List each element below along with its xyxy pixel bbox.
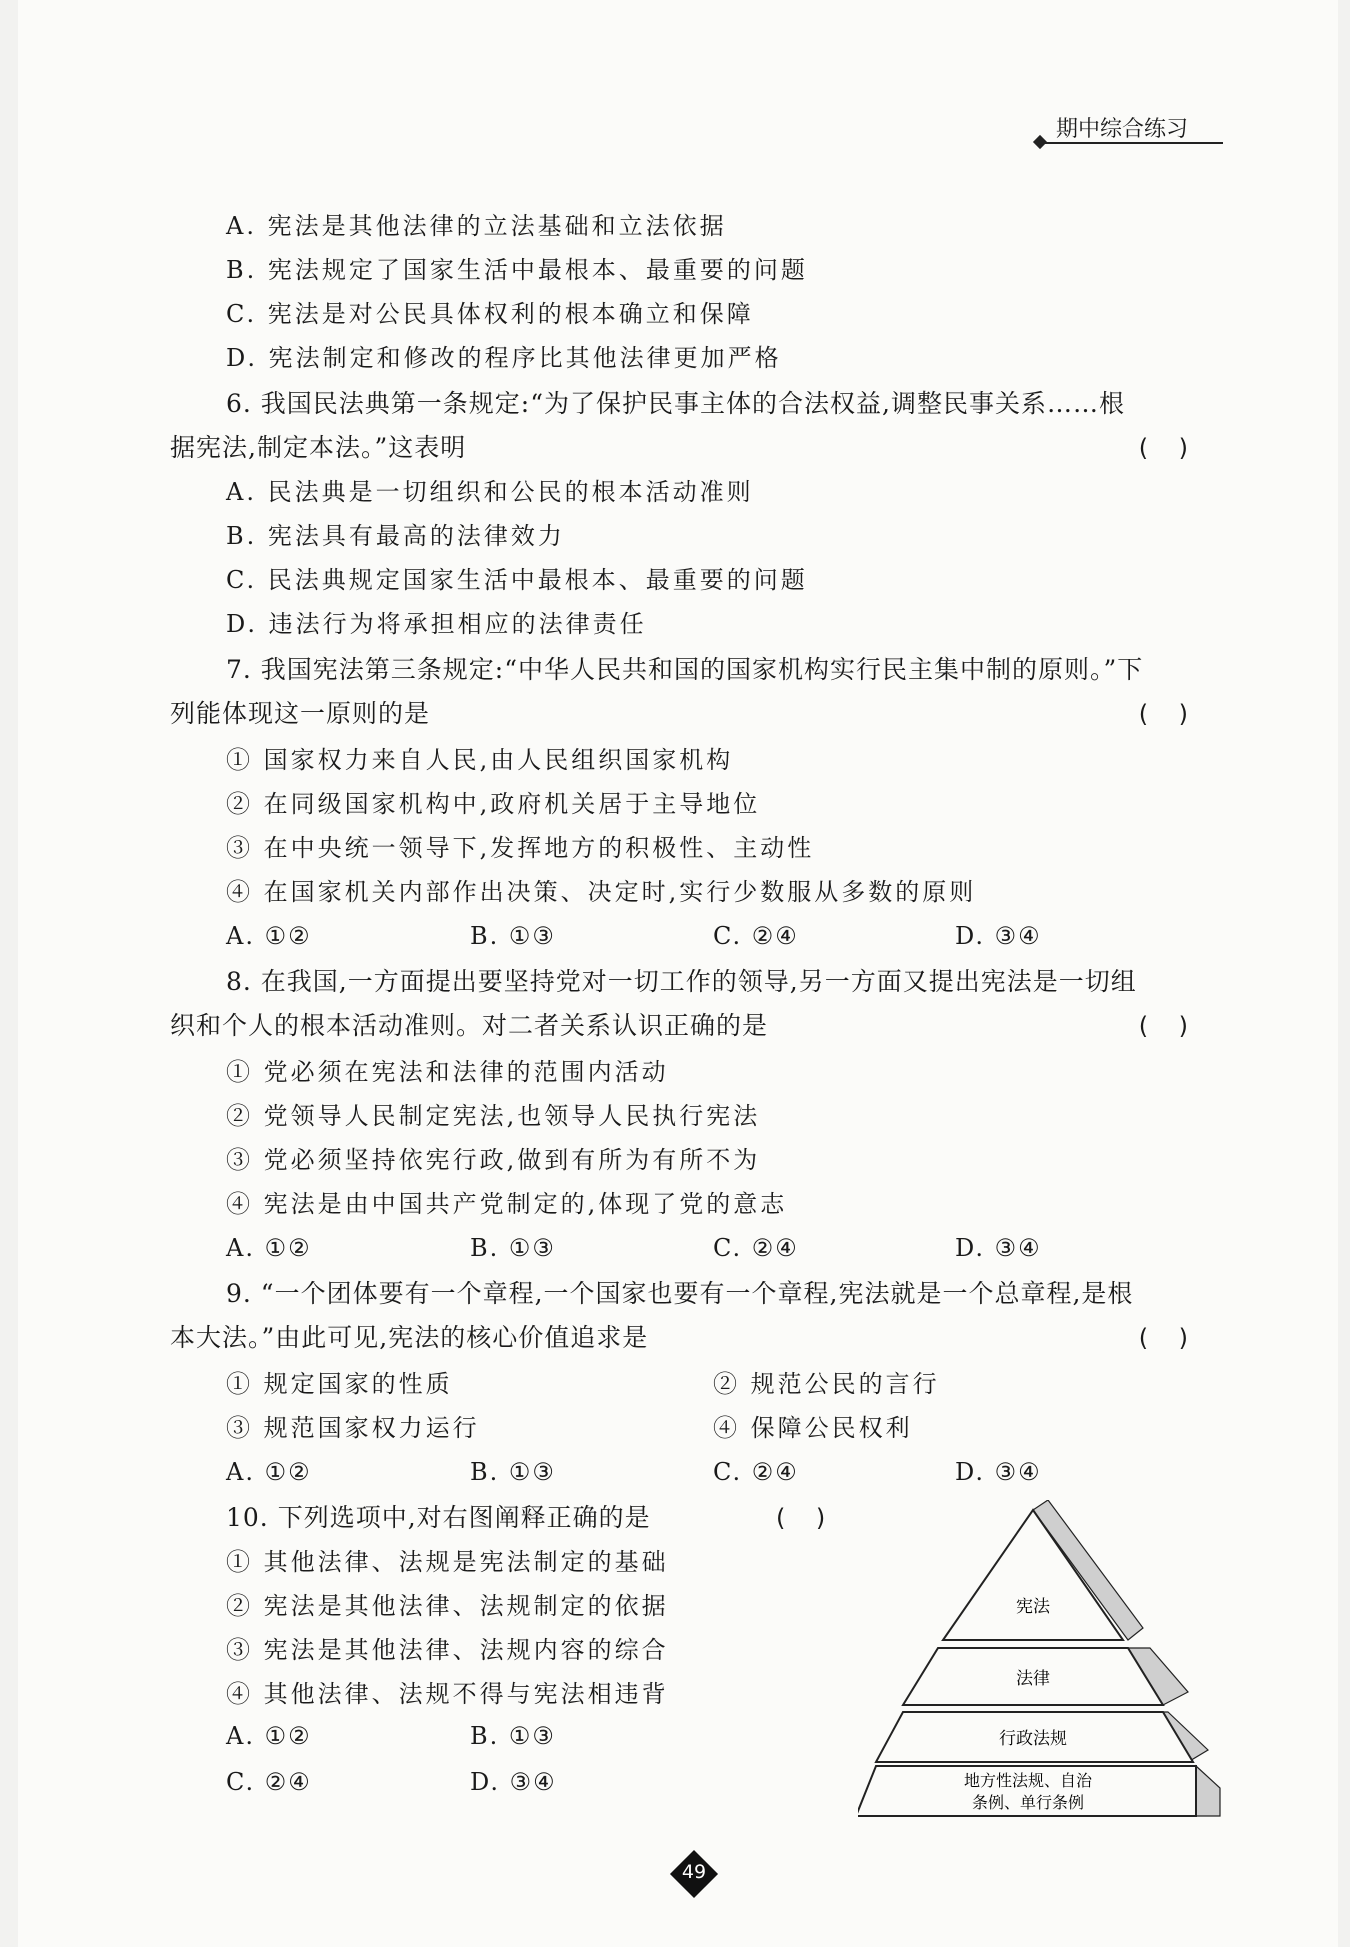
- q10-choice-b: B. ①③: [470, 1722, 556, 1750]
- q8-stem-line1: 8. 在我国,一方面提出要坚持党对一切工作的领导,另一方面又提出宪法是一切组: [226, 967, 1137, 996]
- q7-item-2: ② 在同级国家机构中,政府机关居于主导地位: [226, 790, 761, 818]
- q10-answer-blank: ( ): [776, 1504, 826, 1532]
- diamond-bullet-icon: [1033, 135, 1047, 149]
- pyramid-tier-4-side: [1196, 1766, 1220, 1816]
- page-number-badge: [670, 1850, 718, 1898]
- q5-option-b: B. 宪法规定了国家生活中最根本、最重要的问题: [226, 256, 808, 284]
- q7-choice-a: A. ①②: [226, 922, 312, 950]
- q7-item-3: ③ 在中央统一领导下,发挥地方的积极性、主动性: [226, 834, 815, 862]
- q8-answer-blank: ( ): [1138, 1012, 1188, 1040]
- q6-option-d: D. 违法行为将承担相应的法律责任: [226, 610, 647, 638]
- q9-choice-c: C. ②④: [713, 1458, 799, 1486]
- q7-item-1: ① 国家权力来自人民,由人民组织国家机构: [226, 746, 734, 774]
- q8-stem-line2: 织和个人的根本活动准则。对二者关系认识正确的是: [170, 1011, 769, 1040]
- q10-item-2: ② 宪法是其他法律、法规制定的依据: [226, 1592, 669, 1620]
- q10-choice-d: D. ③④: [470, 1768, 557, 1796]
- q6-option-b: B. 宪法具有最高的法律效力: [226, 522, 565, 550]
- q8-item-2: ② 党领导人民制定宪法,也领导人民执行宪法: [226, 1102, 761, 1130]
- q10-item-3: ③ 宪法是其他法律、法规内容的综合: [226, 1636, 669, 1664]
- q7-choice-c: C. ②④: [713, 922, 799, 950]
- q8-item-4: ④ 宪法是由中国共产党制定的,体现了党的意志: [226, 1190, 788, 1218]
- section-title: 期中综合练习: [1055, 117, 1188, 142]
- q8-choice-d: D. ③④: [955, 1234, 1042, 1262]
- q8-choice-c: C. ②④: [713, 1234, 799, 1262]
- q9-item-3: ③ 规范国家权力运行: [226, 1414, 480, 1442]
- q9-item-1: ① 规定国家的性质: [226, 1370, 453, 1398]
- q7-choice-b: B. ①③: [470, 922, 556, 950]
- q9-item-2: ② 规范公民的言行: [713, 1370, 940, 1398]
- q9-choice-b: B. ①③: [470, 1458, 556, 1486]
- q10-choice-a: A. ①②: [226, 1722, 312, 1750]
- pyramid-label-admin-regulations: 行政法规: [999, 1729, 1067, 1749]
- q8-choice-a: A. ①②: [226, 1234, 312, 1262]
- pyramid-label-constitution: 宪法: [1016, 1597, 1050, 1617]
- q9-stem-line2: 本大法。”由此可见,宪法的核心价值追求是: [170, 1323, 649, 1352]
- q9-answer-blank: ( ): [1138, 1324, 1188, 1352]
- q10-item-4: ④ 其他法律、法规不得与宪法相违背: [226, 1680, 669, 1708]
- q6-option-c: C. 民法典规定国家生活中最根本、最重要的问题: [226, 566, 808, 594]
- q10-item-1: ① 其他法律、法规是宪法制定的基础: [226, 1548, 669, 1576]
- q9-choice-a: A. ①②: [226, 1458, 312, 1486]
- worksheet-page: [18, 0, 1338, 1947]
- pyramid-label-law: 法律: [1016, 1669, 1050, 1689]
- q6-answer-blank: ( ): [1138, 434, 1188, 462]
- q8-item-1: ① 党必须在宪法和法律的范围内活动: [226, 1058, 669, 1086]
- q9-choice-d: D. ③④: [955, 1458, 1042, 1486]
- q7-choice-d: D. ③④: [955, 922, 1042, 950]
- q7-answer-blank: ( ): [1138, 700, 1188, 728]
- q9-stem-line1: 9. “一个团体要有一个章程,一个国家也要有一个章程,宪法就是一个总章程,是根: [226, 1279, 1134, 1308]
- q8-item-3: ③ 党必须坚持依宪行政,做到有所为有所不为: [226, 1146, 761, 1174]
- q6-option-a: A. 民法典是一切组织和公民的根本活动准则: [226, 478, 754, 506]
- q5-option-a: A. 宪法是其他法律的立法基础和立法依据: [226, 212, 727, 240]
- pyramid-label-local-line2: 条例、单行条例: [971, 1793, 1085, 1812]
- q10-stem: 10. 下列选项中,对右图阐释正确的是: [226, 1503, 651, 1532]
- q5-option-c: C. 宪法是对公民具体权利的根本确立和保障: [226, 300, 754, 328]
- header-rule: [1040, 142, 1223, 144]
- law-hierarchy-pyramid: [858, 1500, 1238, 1820]
- q10-choice-c: C. ②④: [226, 1768, 312, 1796]
- q6-stem-line1: 6. 我国民法典第一条规定:“为了保护民事主体的合法权益,调整民事关系……根: [226, 389, 1125, 418]
- q7-stem-line1: 7. 我国宪法第三条规定:“中华人民共和国的国家机构实行民主集中制的原则。”下: [226, 655, 1144, 684]
- q5-option-d: D. 宪法制定和修改的程序比其他法律更加严格: [226, 344, 782, 372]
- pyramid-label-local-line1: 地方性法规、自治: [963, 1771, 1093, 1790]
- q7-item-4: ④ 在国家机关内部作出决策、决定时,实行少数服从多数的原则: [226, 878, 977, 906]
- q9-item-4: ④ 保障公民权利: [713, 1414, 913, 1442]
- q7-stem-line2: 列能体现这一原则的是: [170, 699, 431, 728]
- q6-stem-line2: 据宪法,制定本法。”这表明: [170, 433, 467, 462]
- q8-choice-b: B. ①③: [470, 1234, 556, 1262]
- page-number: 49: [681, 1861, 707, 1883]
